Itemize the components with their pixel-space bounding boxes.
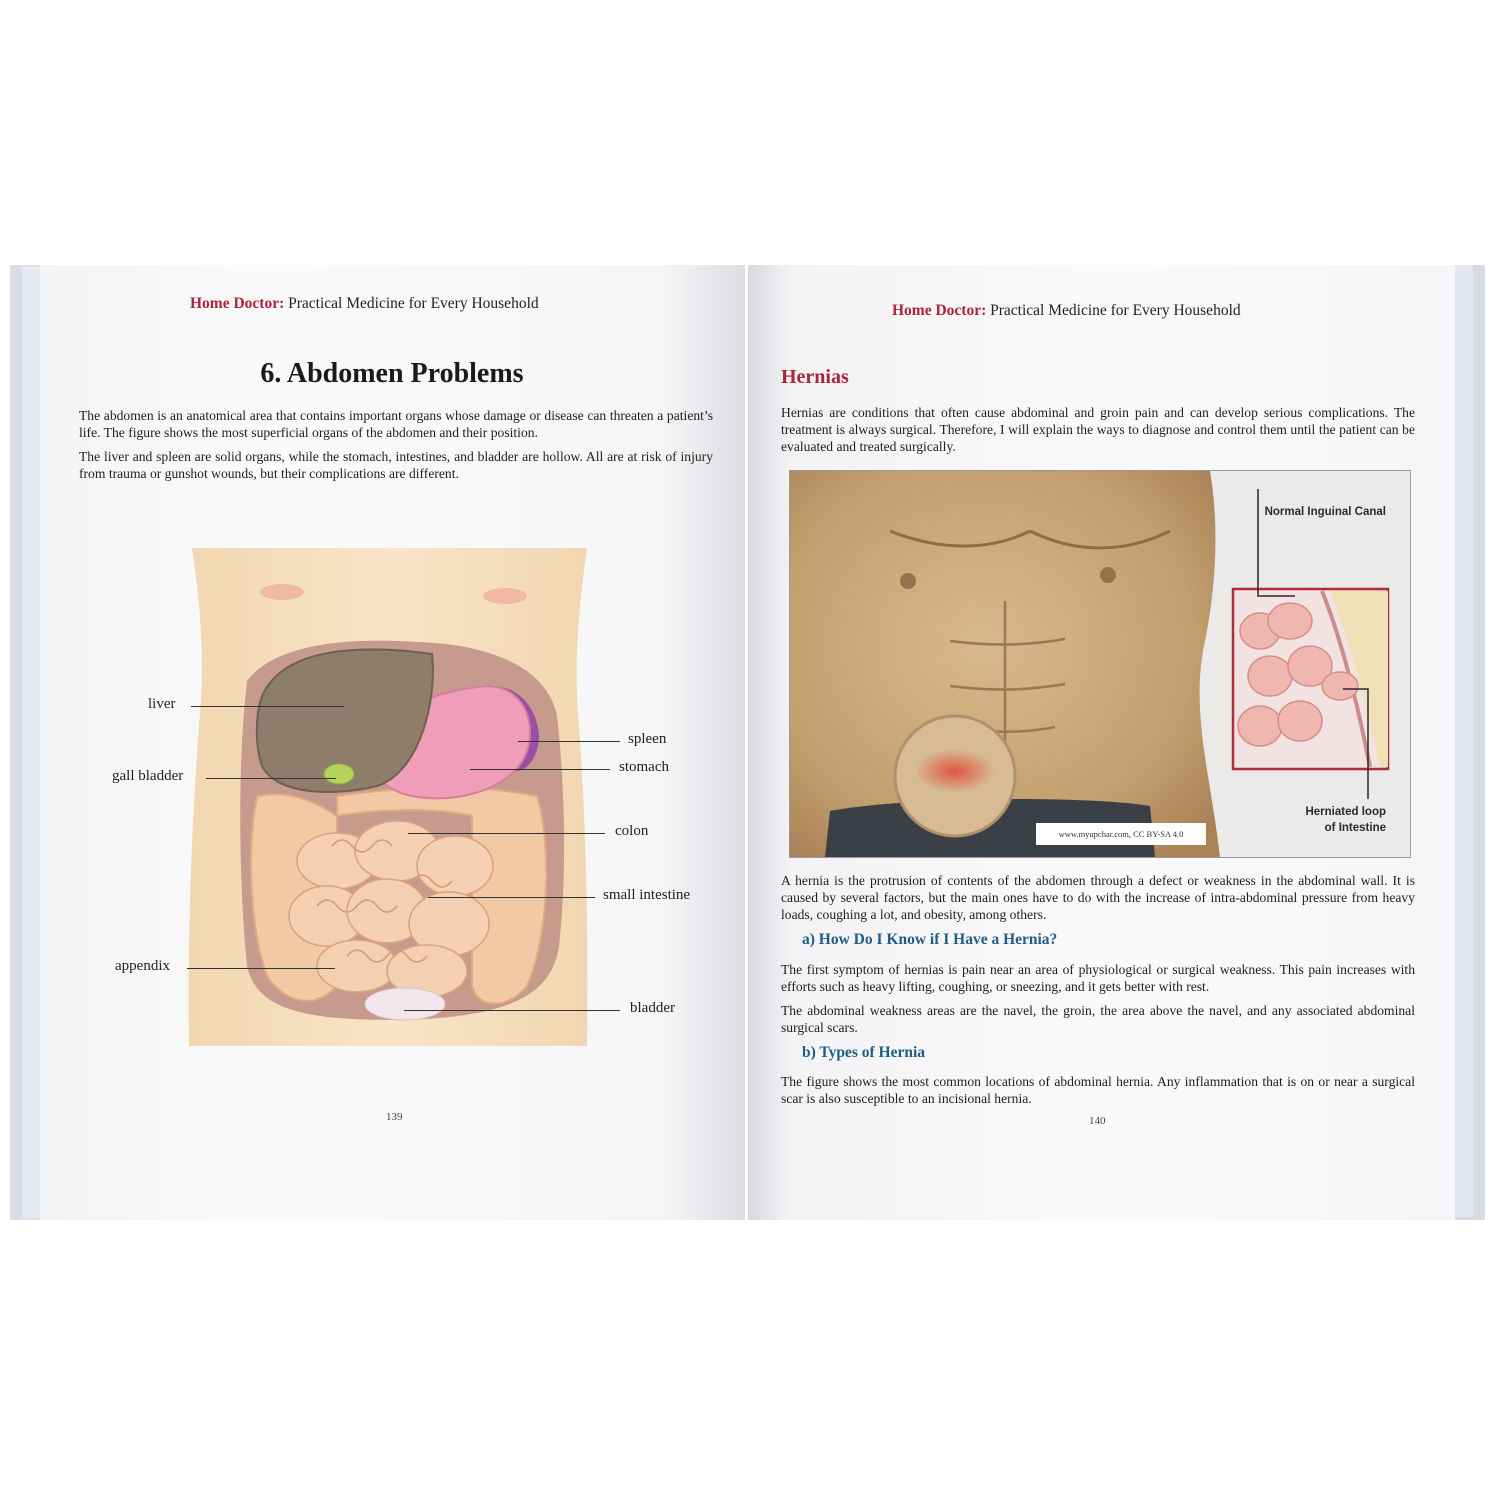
- running-head-subtitle: Practical Medicine for Every Household: [288, 295, 539, 312]
- leader-colon: [408, 833, 605, 834]
- hernia-figure: [789, 470, 1411, 858]
- label-normal-inguinal-canal: Normal Inguinal Canal: [1264, 506, 1386, 518]
- leader-gall-bladder: [206, 778, 336, 779]
- subsection-a-paragraph-2: The abdominal weakness areas are the navel, the groin, the area above the navel, and any associated abdominal surgical scars.: [781, 1003, 1415, 1035]
- label-stomach: stomach: [619, 759, 669, 775]
- subsection-a-paragraph-1: The first symptom of hernias is pain near an area of physiological or surgical weakness. This pain increases with efforts such as heavy lifting, coughing, or sneezing, and it gets better with rest.: [781, 962, 1415, 994]
- bladder: [365, 988, 445, 1020]
- label-herniated-loop-line2: of Intestine: [1324, 822, 1386, 834]
- leader-bladder: [404, 1010, 620, 1011]
- left-paragraph-1: The abdomen is an anatomical area that contains important organs whose damage or disease can threaten a patient’s life. The figure shows the most superficial organs of the abdomen and their position.: [79, 408, 713, 440]
- leader-appendix: [187, 968, 335, 969]
- hernia-definition: A hernia is the protrusion of contents of the abdomen through a defect or weakness in the abdominal wall. It is caused by several factors, but the main ones have to do with the increase of intra-abdominal pressure from heavy loads, coughing a lot, and obesity, among others.: [781, 873, 1415, 922]
- running-head-brand: Home Doctor:: [892, 302, 987, 319]
- gall-bladder: [324, 764, 354, 784]
- running-head-subtitle: Practical Medicine for Every Household: [990, 302, 1241, 319]
- left-paragraph-2: The liver and spleen are solid organs, while the stomach, intestines, and bladder are hollow. All are at risk of injury from trauma or gunshot wounds, but their complications are different.: [79, 449, 713, 481]
- figure-credit: www.myupchar.com, CC BY-SA 4.0: [1036, 823, 1206, 845]
- hernia-intro: Hernias are conditions that often cause abdominal and groin pain and can develop serious complications. The treatment is always surgical. Therefore, I will explain the ways to diagnose and control them until the patient can be evaluated and treated surgically.: [781, 405, 1415, 454]
- leader-small-intestine: [428, 897, 595, 898]
- label-appendix: appendix: [115, 958, 170, 974]
- section-title: Hernias: [781, 366, 849, 388]
- label-colon: colon: [615, 823, 649, 839]
- left-running-head: [190, 295, 539, 313]
- chapter-title: 6. Abdomen Problems: [260, 358, 524, 389]
- left-page-number: 139: [386, 1111, 403, 1123]
- label-herniated-loop: [1260, 804, 1386, 836]
- abdomen-anatomy-figure: [187, 546, 593, 1048]
- leader-liver: [191, 706, 344, 707]
- label-herniated-loop-line1: Herniated loop: [1305, 806, 1386, 818]
- running-head-brand: Home Doctor:: [190, 295, 285, 312]
- subsection-b-title: b) Types of Hernia: [802, 1044, 926, 1061]
- right-page-number: 140: [1089, 1115, 1106, 1127]
- label-small-intestine: small intestine: [603, 887, 691, 903]
- hernia-illustration: [790, 471, 1410, 857]
- label-liver: liver: [148, 696, 176, 712]
- label-spleen: spleen: [628, 731, 667, 747]
- small-intestine: [289, 821, 493, 997]
- left-nipple: [260, 584, 304, 600]
- leader-stomach: [470, 769, 610, 770]
- label-gall-bladder: gall bladder: [112, 768, 184, 784]
- label-bladder: bladder: [630, 1000, 675, 1016]
- leader-spleen: [518, 741, 620, 742]
- right-running-head: [892, 302, 1241, 320]
- subsection-a-title: a) How Do I Know if I Have a Hernia?: [802, 931, 1058, 948]
- right-nipple: [483, 588, 527, 604]
- subsection-b-paragraph-1: The figure shows the most common locations of abdominal hernia. Any inflammation that is on or near a surgical scar is also susceptible to an incisional hernia.: [781, 1074, 1415, 1106]
